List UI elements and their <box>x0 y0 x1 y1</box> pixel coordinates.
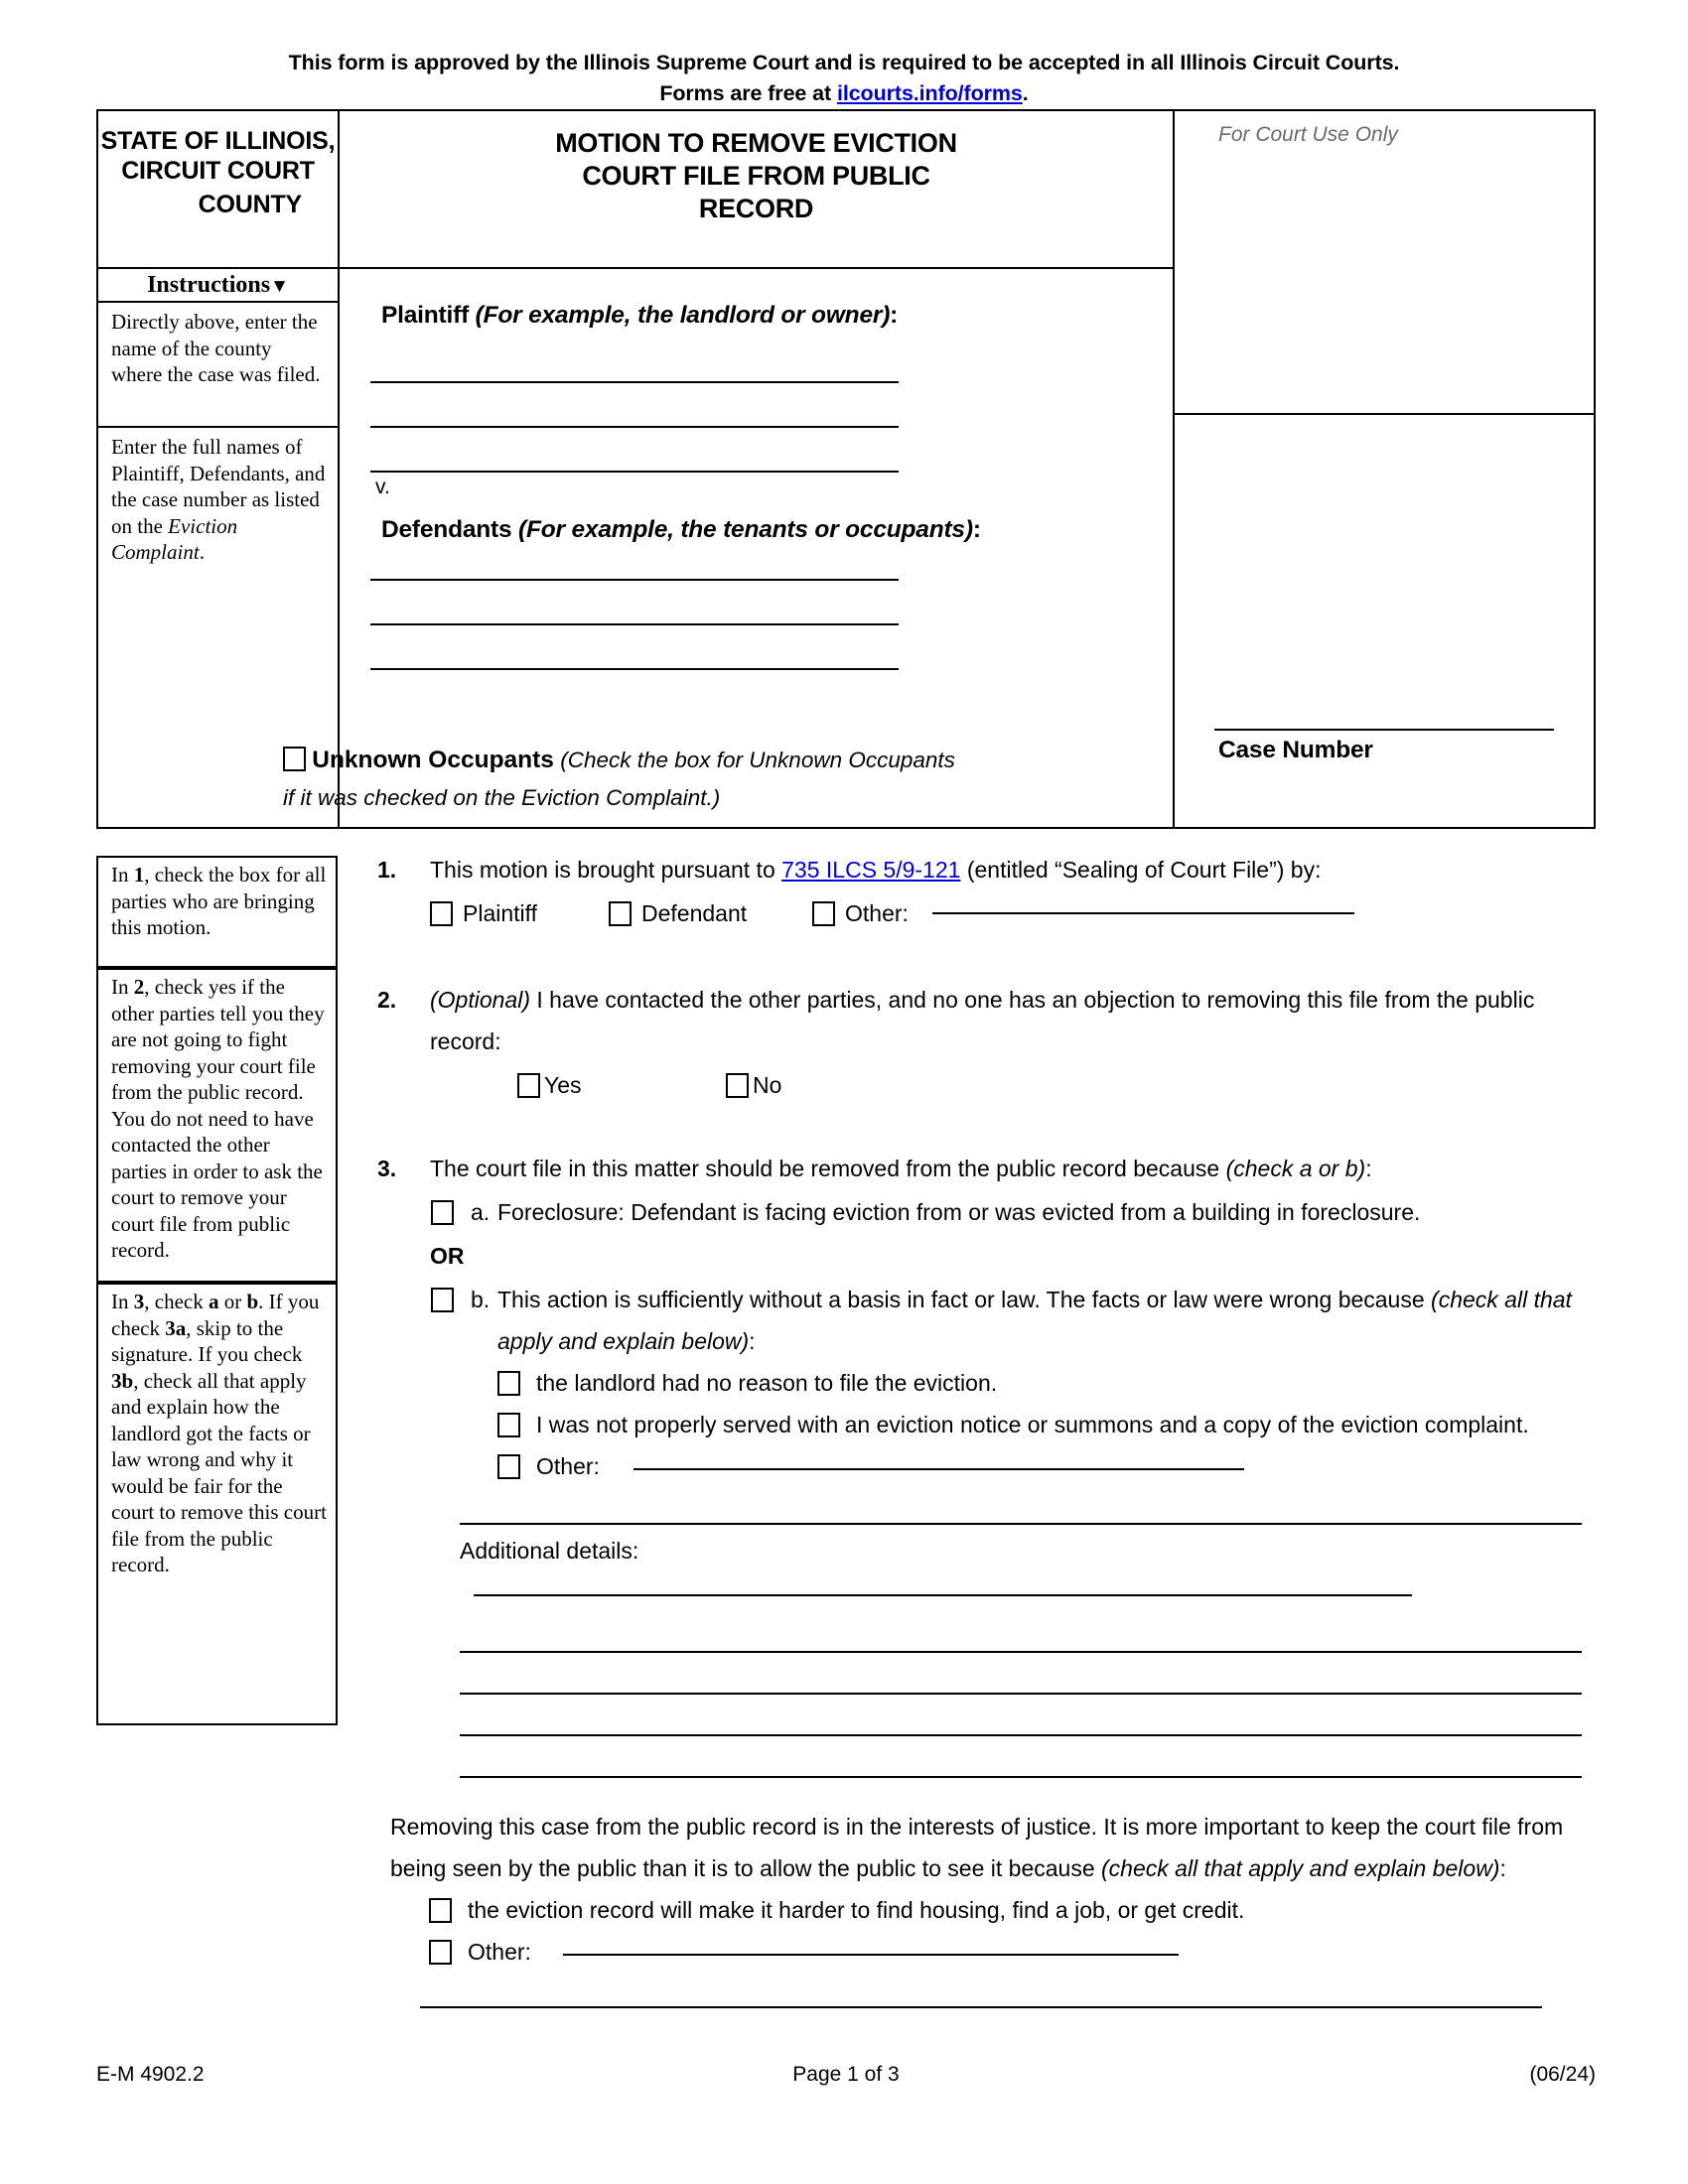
caption-middle-column <box>340 111 1173 827</box>
state-line-2: CIRCUIT COURT <box>121 157 315 185</box>
sub-option-2-checkbox[interactable] <box>497 1413 520 1437</box>
item-3-lead-colon: : <box>1365 1156 1372 1181</box>
defendant-name-line-2[interactable] <box>370 623 899 625</box>
option-plaintiff[interactable] <box>430 892 609 934</box>
closing-option-1 <box>429 1889 1609 1931</box>
item-3b-sub-2 <box>497 1404 1582 1445</box>
side-instruction-3-f: , check all that apply and explain how the landlord got the facts or law wrong and why it would be fair for the court to remove this court file from the public record. <box>111 1368 327 1576</box>
option-yes-label: Yes <box>544 1072 582 1098</box>
plaintiff-name-line-3[interactable] <box>370 471 899 473</box>
option-3b-checkbox[interactable] <box>431 1288 454 1312</box>
closing-colon: : <box>1499 1855 1506 1881</box>
sub-option-1-checkbox[interactable] <box>497 1371 520 1396</box>
forms-free-prefix: Forms are free at <box>659 81 837 105</box>
item-1-body <box>430 849 1609 934</box>
details-rule-5[interactable] <box>460 1776 1582 1778</box>
form-body <box>377 849 1609 2008</box>
details-rule-4[interactable] <box>460 1734 1582 1736</box>
versus-label: v. <box>375 476 390 498</box>
option-no[interactable] <box>726 1064 781 1106</box>
side-instruction-3-bold-4: 3a <box>165 1315 187 1340</box>
item-3b-letter: b. <box>471 1287 491 1312</box>
instructions-header-label: Instructions <box>147 272 271 298</box>
item-3b-colon: : <box>749 1328 756 1354</box>
item-3a-text: Foreclosure: Defendant is facing eviction from or was evicted from a building in foreclosure. <box>497 1199 1421 1225</box>
closing-rule-1[interactable] <box>420 2006 1542 2008</box>
unknown-occupants-note-2: Occupants if it was checked on the Eviction Complaint.) <box>283 748 955 810</box>
additional-details-row <box>460 1530 1582 1613</box>
sub-option-1-label: the landlord had no reason to file the eviction. <box>536 1370 998 1396</box>
side-instruction-3-bold-2: a <box>208 1290 219 1313</box>
item-3 <box>377 1148 1609 1778</box>
option-other-party[interactable] <box>812 892 1354 934</box>
closing-text: Removing this case from the public record is in the interests of justice. It is more important to keep the court file from being seen by the public than it is to allow the public to see it because <box>390 1814 1564 1881</box>
ilcourts-forms-link[interactable]: ilcourts.info/forms <box>836 81 1023 105</box>
case-number-line[interactable] <box>1214 729 1554 731</box>
plaintiff-label <box>381 302 898 330</box>
item-2-optional-tag: (Optional) <box>430 987 530 1013</box>
item-3b-statement: This action is sufficiently without a basis in fact or law. The facts or law were wrong because <box>497 1287 1432 1312</box>
item-1-options <box>430 892 1609 934</box>
side-instruction-2-bold: 2 <box>133 975 145 999</box>
closing-italic: (check all that apply and explain below) <box>1101 1855 1500 1881</box>
details-rule-2[interactable] <box>460 1651 1582 1653</box>
closing-paragraph <box>390 1806 1609 1889</box>
closing-option-2-input-line[interactable] <box>563 1954 1179 1956</box>
unknown-occupants-row <box>283 742 958 817</box>
item-3-lead-italic: (check a or b) <box>1225 1156 1366 1181</box>
defendants-example: (For example, the tenants or occupants) <box>518 516 973 543</box>
side-instruction-3-bold-5: 3b <box>111 1368 134 1393</box>
item-3b <box>430 1279 1582 1487</box>
unknown-occupants-note-1: (Check the box for Unknown <box>560 748 843 772</box>
item-3b-sub-1 <box>497 1362 1582 1404</box>
item-3b-sub-3 <box>497 1445 1582 1487</box>
details-rule-top[interactable] <box>460 1523 1582 1525</box>
plaintiff-label-text: Plaintiff <box>381 302 470 329</box>
side-instruction-2 <box>96 968 338 1283</box>
plaintiff-example: (For example, the landlord or owner) <box>475 302 891 329</box>
defendants-colon: : <box>972 516 981 543</box>
footer-revision-date: (06/24) <box>1529 2063 1596 2086</box>
chevron-down-icon: ▼ <box>270 276 289 297</box>
sub-option-3-input-line[interactable] <box>633 1468 1244 1470</box>
state-court-block <box>98 111 338 267</box>
closing-paragraph-block <box>390 1806 1609 2008</box>
item-1-text <box>430 849 1609 890</box>
item-3b-italic: (check all that apply and explain below) <box>497 1287 1572 1354</box>
defendant-name-line-1[interactable] <box>370 579 899 581</box>
item-3-lead-text: The court file in this matter should be removed from the public record because <box>430 1156 1226 1181</box>
option-defendant-label: Defendant <box>641 900 748 926</box>
plaintiff-name-line-1[interactable] <box>370 381 899 383</box>
item-1-text-after: (entitled “Sealing of Court File”) by: <box>960 857 1322 883</box>
side-instruction-3-e: , skip to the signature. If you check <box>111 1315 303 1366</box>
option-defendant[interactable] <box>609 892 812 934</box>
item-3-body <box>430 1148 1582 1778</box>
item-1 <box>377 849 1609 934</box>
additional-details-label: Additional details: <box>460 1538 639 1564</box>
defendants-label-text: Defendants <box>381 516 512 543</box>
option-other-party-label: Other: <box>845 900 909 926</box>
item-1-number: 1. <box>377 857 397 883</box>
details-rule-3[interactable] <box>460 1693 1582 1695</box>
no-checkbox[interactable] <box>726 1073 749 1098</box>
case-number-label: Case Number <box>1218 737 1373 763</box>
for-court-use-only-label: For Court Use Only <box>1218 123 1398 146</box>
side-instruction-3 <box>96 1283 338 1725</box>
closing-option-1-checkbox[interactable] <box>429 1898 452 1923</box>
option-no-label: No <box>753 1072 782 1098</box>
county-label: COUNTY <box>198 191 302 218</box>
sub-option-2-label: I was not properly served with an eviction notice or summons and a copy of the eviction complaint. <box>536 1412 1529 1437</box>
side-instruction-3-d: . If you check <box>111 1290 320 1340</box>
closing-option-2-label: Other: <box>468 1939 531 1965</box>
item-2-statement: I have contacted the other parties, and no one has an objection to removing this file from the public record: <box>430 987 1535 1054</box>
item-3b-text <box>497 1279 1582 1362</box>
caption-left-column <box>98 111 340 827</box>
caption-table <box>96 109 1596 829</box>
approval-notice <box>89 48 1599 109</box>
side-instruction-3-bold-3: b <box>246 1290 259 1313</box>
or-separator: OR <box>430 1243 465 1269</box>
item-3-lead <box>430 1148 1582 1189</box>
yes-checkbox[interactable] <box>517 1073 540 1098</box>
item-2-number: 2. <box>377 987 397 1013</box>
footer-page-indicator: Page 1 of 3 <box>792 2063 900 2086</box>
option-plaintiff-label: Plaintiff <box>463 900 538 926</box>
motion-title-line-1: MOTION TO REMOVE EVICTION <box>555 128 957 158</box>
instruction-parties <box>98 428 338 572</box>
court-use-divider <box>1175 413 1594 415</box>
instruction-parties-a: Enter the full names of Plaintiff, Defendants, and the case number as listed on the <box>111 435 326 538</box>
plaintiff-checkbox[interactable] <box>430 901 453 926</box>
side-instruction-3-a: In <box>111 1290 134 1313</box>
item-1-text-before: This motion is brought pursuant to <box>430 857 782 883</box>
option-3a-checkbox[interactable] <box>431 1200 454 1225</box>
additional-details-input-line[interactable] <box>474 1594 1412 1596</box>
item-3a-letter: a. <box>471 1199 491 1225</box>
side-instruction-3-bold-1: 3 <box>133 1290 145 1313</box>
item-3-number: 3. <box>377 1156 397 1181</box>
motion-title-line-3: RECORD <box>698 194 814 223</box>
motion-title <box>340 111 1173 267</box>
approval-notice-line2 <box>89 78 1599 109</box>
footer-form-code: E-M 4902.2 <box>96 2063 205 2086</box>
other-party-input-line[interactable] <box>932 912 1354 914</box>
side-instruction-3-c: or <box>218 1290 247 1313</box>
closing-option-2 <box>429 1931 1609 1973</box>
instruction-parties-b: . <box>199 540 205 564</box>
item-2 <box>377 979 1609 1106</box>
caption-right-column <box>1173 111 1594 827</box>
defendants-label <box>381 516 981 544</box>
option-yes[interactable] <box>517 1064 726 1106</box>
unknown-occupants-checkbox[interactable] <box>283 747 306 771</box>
instruction-county: Directly above, enter the name of the county where the case was filed. <box>98 303 338 428</box>
closing-option-2-checkbox[interactable] <box>429 1940 452 1965</box>
other-party-checkbox[interactable] <box>812 901 835 926</box>
plaintiff-name-line-2[interactable] <box>370 426 899 428</box>
side-instruction-1-bold: 1 <box>133 863 145 887</box>
motion-title-line-2: COURT FILE FROM PUBLIC <box>582 161 930 191</box>
defendant-checkbox[interactable] <box>609 901 632 926</box>
sub-option-3-checkbox[interactable] <box>497 1454 520 1479</box>
sub-option-3-label: Other: <box>536 1453 600 1479</box>
side-instruction-2-b: , check yes if the other parties tell you they are not going to fight removing your court file from the public record. You do not need to have contacted the other parties in order to ask the court to remove your court file from public record. <box>111 975 325 1262</box>
side-instruction-1-a: In <box>111 863 134 887</box>
state-line-1: STATE OF ILLINOIS, <box>100 127 336 155</box>
side-instruction-1-b: , check the box for all parties who are bringing this motion. <box>111 863 327 939</box>
item-2-options <box>430 1064 1557 1106</box>
approval-notice-line1: This form is approved by the Illinois Supreme Court and is required to be accepted in all Illinois Circuit Courts. <box>288 51 1400 74</box>
plaintiff-colon: : <box>890 302 899 329</box>
side-instruction-2-a: In <box>111 975 134 999</box>
statute-link[interactable]: 735 ILCS 5/9-121 <box>781 857 961 883</box>
side-instruction-3-b: , check <box>144 1290 209 1313</box>
side-instruction-1 <box>96 856 338 968</box>
instruction-parties-italic: Eviction Complaint <box>111 513 238 564</box>
item-3a <box>430 1191 1582 1233</box>
instructions-header[interactable] <box>98 267 338 303</box>
defendant-name-line-3[interactable] <box>370 668 899 670</box>
item-2-body <box>430 979 1557 1106</box>
closing-option-1-label: the eviction record will make it harder to find housing, find a job, or get credit. <box>468 1897 1245 1923</box>
item-2-text <box>430 979 1557 1062</box>
unknown-occupants-label: Unknown Occupants <box>312 747 554 773</box>
forms-free-suffix: . <box>1022 81 1029 105</box>
